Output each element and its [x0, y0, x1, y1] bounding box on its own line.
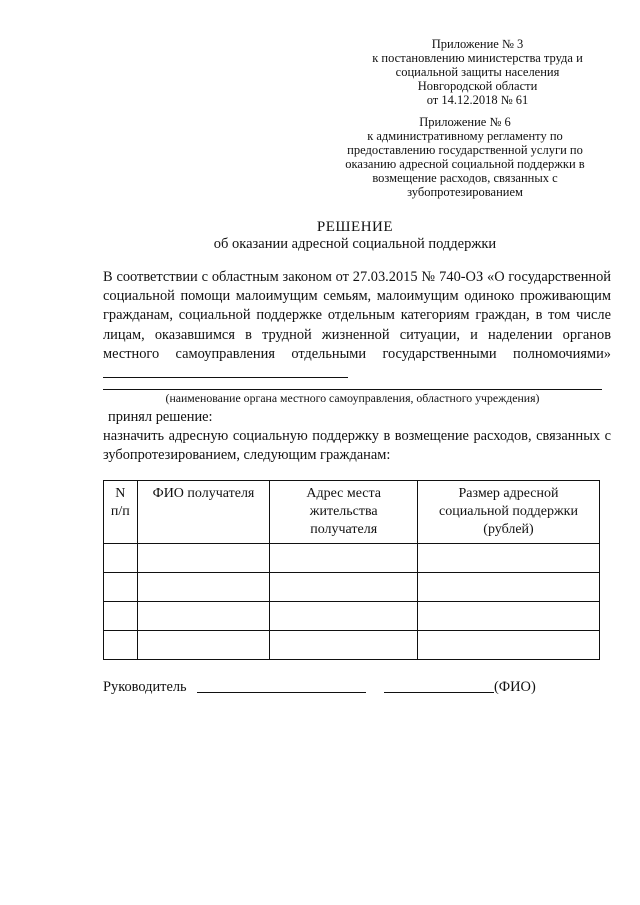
header-support-amount-line: Размер адресной [458, 486, 559, 501]
table-cell[interactable] [270, 544, 418, 573]
table-cell[interactable] [417, 631, 599, 660]
header-support-amount-line: (рублей) [483, 522, 534, 537]
header-number-line: N [115, 486, 126, 501]
table-row [104, 602, 600, 631]
decision-label: принял решение: [108, 409, 213, 425]
table-row [104, 544, 600, 573]
fio-label: (ФИО) [494, 679, 536, 695]
header-recipient-name-line: ФИО получателя [152, 486, 255, 501]
organization-caption: (наименование органа местного самоуправления, областного учреждения) [165, 391, 540, 405]
decision-paragraph: назначить адресную социальную поддержку в возмещение расходов, связанных с зубопротезированием, следующим гражданам: [103, 428, 611, 463]
appendix-3-line: к постановлению министерства труда и [372, 51, 583, 65]
document-subtitle: об оказании адресной социальной поддержки [213, 236, 497, 252]
table-cell[interactable] [104, 602, 138, 631]
appendix-6-line: предоставлению государственной услуги по [347, 143, 583, 157]
table-cell[interactable] [270, 573, 418, 602]
appendix-3-line: социальной защиты населения [395, 65, 560, 79]
appendix-3-line: от 14.12.2018 № 61 [426, 93, 529, 107]
table-cell[interactable] [104, 631, 138, 660]
table-cell[interactable] [417, 602, 599, 631]
table-cell[interactable] [104, 544, 138, 573]
fio-line [384, 679, 494, 693]
header-number-line: п/п [110, 504, 130, 519]
appendix-3-line: Приложение № 3 [431, 37, 524, 51]
header-support-amount [417, 481, 599, 544]
header-number [104, 481, 138, 544]
preamble-text: В соответствии с областным законом от 27.03.2015 № 740-ОЗ «О государственной социальной помощи малоимущим семьям, малоимущим одиноко проживающим гражданам, социальной поддержке отдельным категориям граждан, в том числе лицам, оказавшимся в трудной жизненной ситуации, и наделении органов местного самоуправления отдельными государственными полномочиями» [103, 269, 611, 362]
signature-line [197, 679, 366, 693]
appendix-3-block [355, 37, 600, 107]
appendix-6-line: возмещение расходов, связанных с [372, 171, 558, 185]
appendix-6-line: к административному регламенту по [367, 129, 563, 143]
appendix-6-line: оказанию адресной социальной поддержки в [345, 157, 585, 171]
recipients-table [103, 480, 600, 660]
header-address-line: Адрес места [306, 486, 382, 501]
table-cell[interactable] [137, 573, 270, 602]
table-cell[interactable] [104, 573, 138, 602]
header-support-amount-line: социальной поддержки [439, 504, 578, 519]
document-title: РЕШЕНИЕ [316, 219, 394, 235]
table-cell[interactable] [137, 544, 270, 573]
table-cell[interactable] [270, 631, 418, 660]
table-header-row [104, 481, 600, 544]
table-cell[interactable] [137, 602, 270, 631]
table-cell[interactable] [270, 602, 418, 631]
header-recipient-name [137, 481, 270, 544]
appendix-6-line: Приложение № 6 [419, 115, 511, 129]
appendix-3-line: Новгородской области [417, 79, 538, 93]
header-address [270, 481, 418, 544]
header-address-line: получателя [310, 522, 378, 537]
fill-in-blank [103, 364, 348, 378]
table-cell[interactable] [417, 573, 599, 602]
signature-label: Руководитель [103, 679, 187, 695]
appendix-6-block [330, 115, 600, 199]
table-cell[interactable] [417, 544, 599, 573]
table-cell[interactable] [137, 631, 270, 660]
signature-row [103, 679, 623, 699]
table-row [104, 573, 600, 602]
table-row [104, 631, 600, 660]
preamble-paragraph [103, 268, 611, 384]
organization-name-line [103, 389, 602, 390]
appendix-6-line: зубопротезированием [407, 185, 523, 199]
header-address-line: жительства [309, 504, 378, 519]
